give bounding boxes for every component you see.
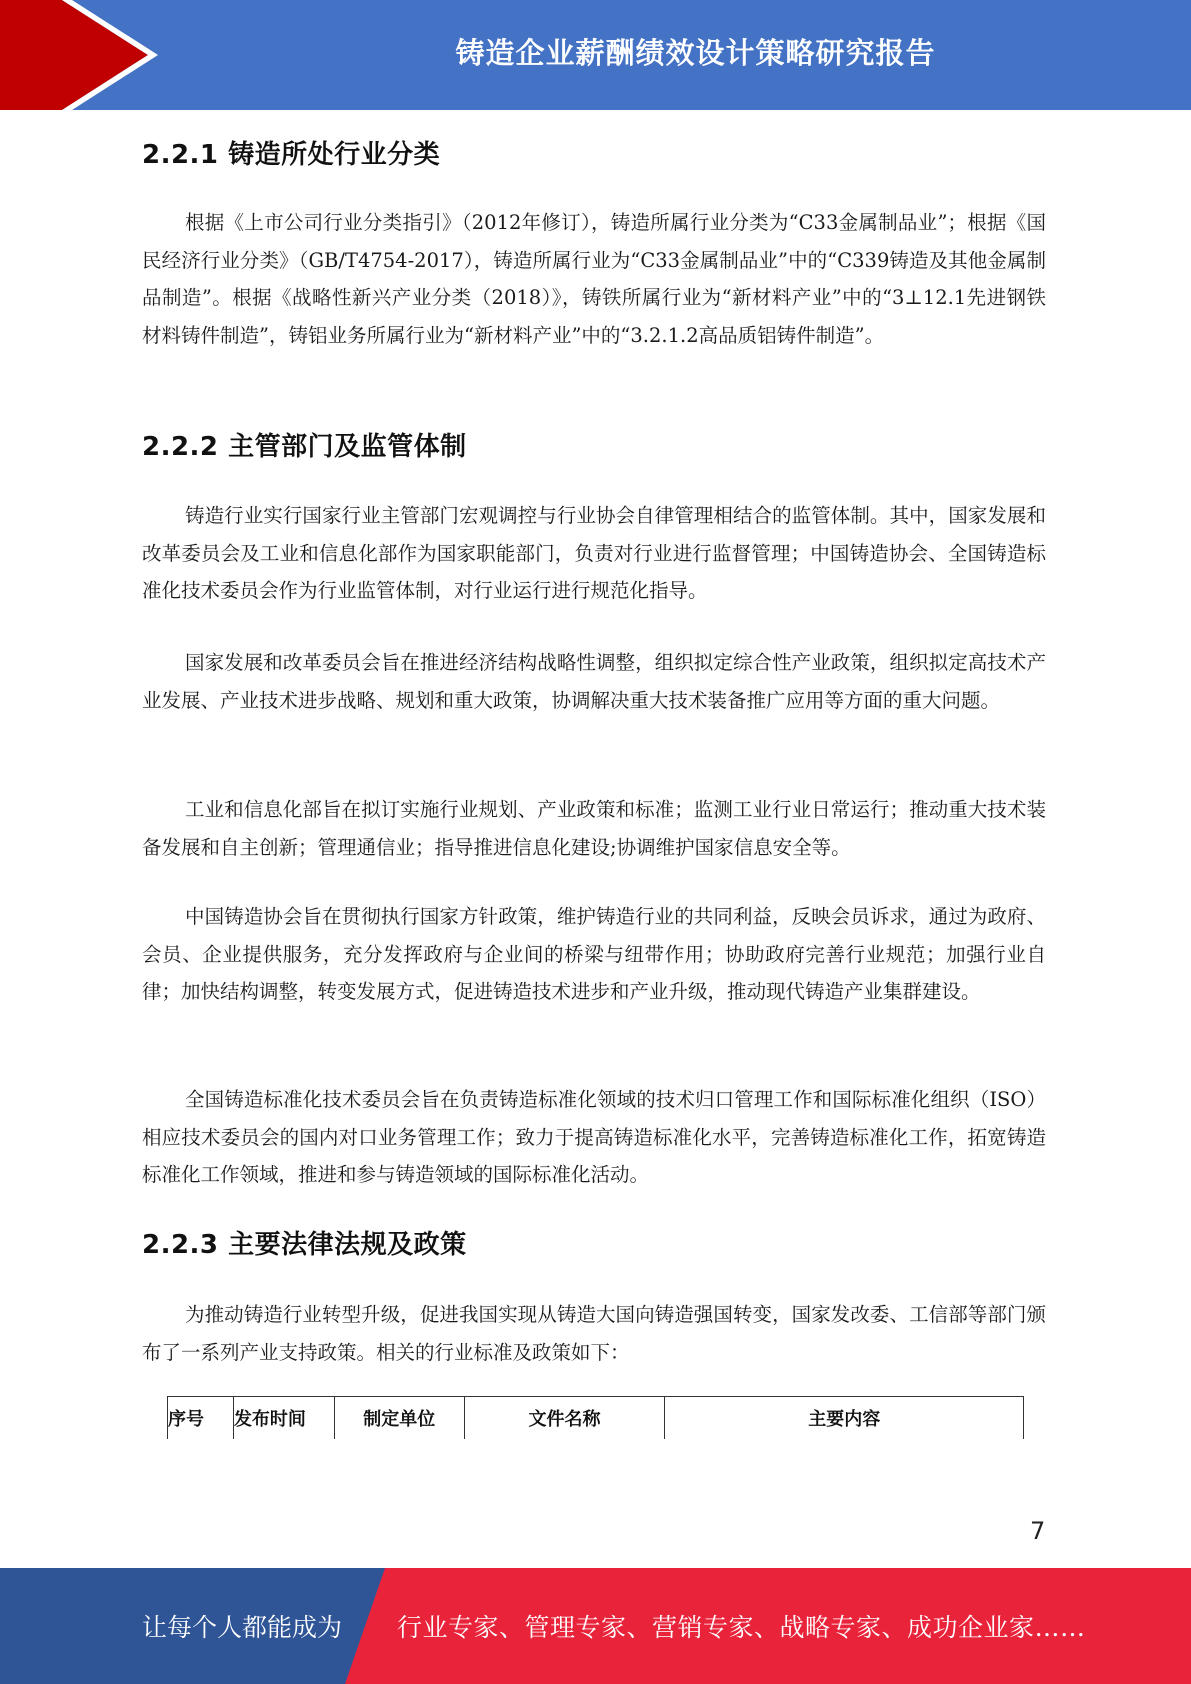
paragraph-miit: 工业和信息化部旨在拟订实施行业规划、产业政策和标准；监测工业行业日常运行；推动重大技术装备发展和自主创新；管理通信业；指导推进信息化建设;协调维护国家信息安全等。 [142,798,1046,859]
document-title: 铸造企业薪酬绩效设计策略研究报告 [455,35,936,70]
table-header-cell: 发布时间 [233,1397,334,1440]
footer-slogan-right: 行业专家、管理专家、营销专家、战略专家、成功企业家…… [397,1613,1086,1642]
section-heading-2-2-2: 2.2.2 主管部门及监管体制 [142,432,467,462]
header-arrow-decoration [0,0,160,110]
policy-table [167,1396,1024,1439]
section-heading-2-2-1: 2.2.1 铸造所处行业分类 [142,140,441,170]
paragraph-standardization-committee: 全国铸造标准化技术委员会旨在负责铸造标准化领域的技术归口管理工作和国际标准化组织（ISO）相应技术委员会的国内对口业务管理工作；致力于提高铸造标准化水平，完善铸造标准化工作，拓宽铸造标准化工作领域，推进和参与铸造领域的国际标准化活动。 [142,1088,1046,1186]
footer-slogan-left: 让每个人都能成为 [142,1613,343,1642]
table-header-cell: 序号 [168,1397,234,1440]
table-header-row [168,1397,1024,1440]
paragraph-foundry-association: 中国铸造协会旨在贯彻执行国家方针政策，维护铸造行业的共同利益，反映会员诉求，通过为政府、会员、企业提供服务，充分发挥政府与企业间的桥梁与纽带作用；协助政府完善行业规范；加强行业自律；加快结构调整，转变发展方式，促进铸造技术进步和产业升级，推动现代铸造产业集群建设。 [142,905,1046,1003]
paragraph-industry-classification: 根据《上市公司行业分类指引》（2012年修订），铸造所属行业分类为“C33金属制品业”；根据《国民经济行业分类》（GB/T4754-2017），铸造所属行业为“C33金属制品业”中的“C339铸造及其他金属制品制造”。根据《战略性新兴产业分类（2018）》，铸铁所属行业为“新材料产业”中的“3⊥12.1先进钢铁材料铸件制造”，铸铝业务所属行业为“新材料产业”中的“3.2.1.2高品质铝铸件制造”。 [142,211,1046,347]
page-number: 7 [1030,1517,1046,1545]
table-header-cell: 主要内容 [665,1397,1024,1440]
section-heading-2-2-3: 2.2.3 主要法律法规及政策 [142,1230,467,1260]
header-banner [0,0,1191,110]
footer-banner [0,1568,1191,1684]
table-header-cell: 制定单位 [334,1397,464,1440]
paragraph-policies-intro: 为推动铸造行业转型升级，促进我国实现从铸造大国向铸造强国转变，国家发改委、工信部等部门颁布了一系列产业支持政策。相关的行业标准及政策如下： [142,1303,1046,1364]
table-header-cell: 文件名称 [464,1397,665,1440]
paragraph-ndrc: 国家发展和改革委员会旨在推进经济结构战略性调整，组织拟定综合性产业政策，组织拟定高技术产业发展、产业技术进步战略、规划和重大政策，协调解决重大技术装备推广应用等方面的重大问题。 [142,651,1046,712]
paragraph-regulatory-system: 铸造行业实行国家行业主管部门宏观调控与行业协会自律管理相结合的监管体制。其中，国家发展和改革委员会及工业和信息化部作为国家职能部门，负责对行业进行监督管理；中国铸造协会、全国铸造标准化技术委员会作为行业监管体制，对行业运行进行规范化指导。 [142,504,1046,602]
